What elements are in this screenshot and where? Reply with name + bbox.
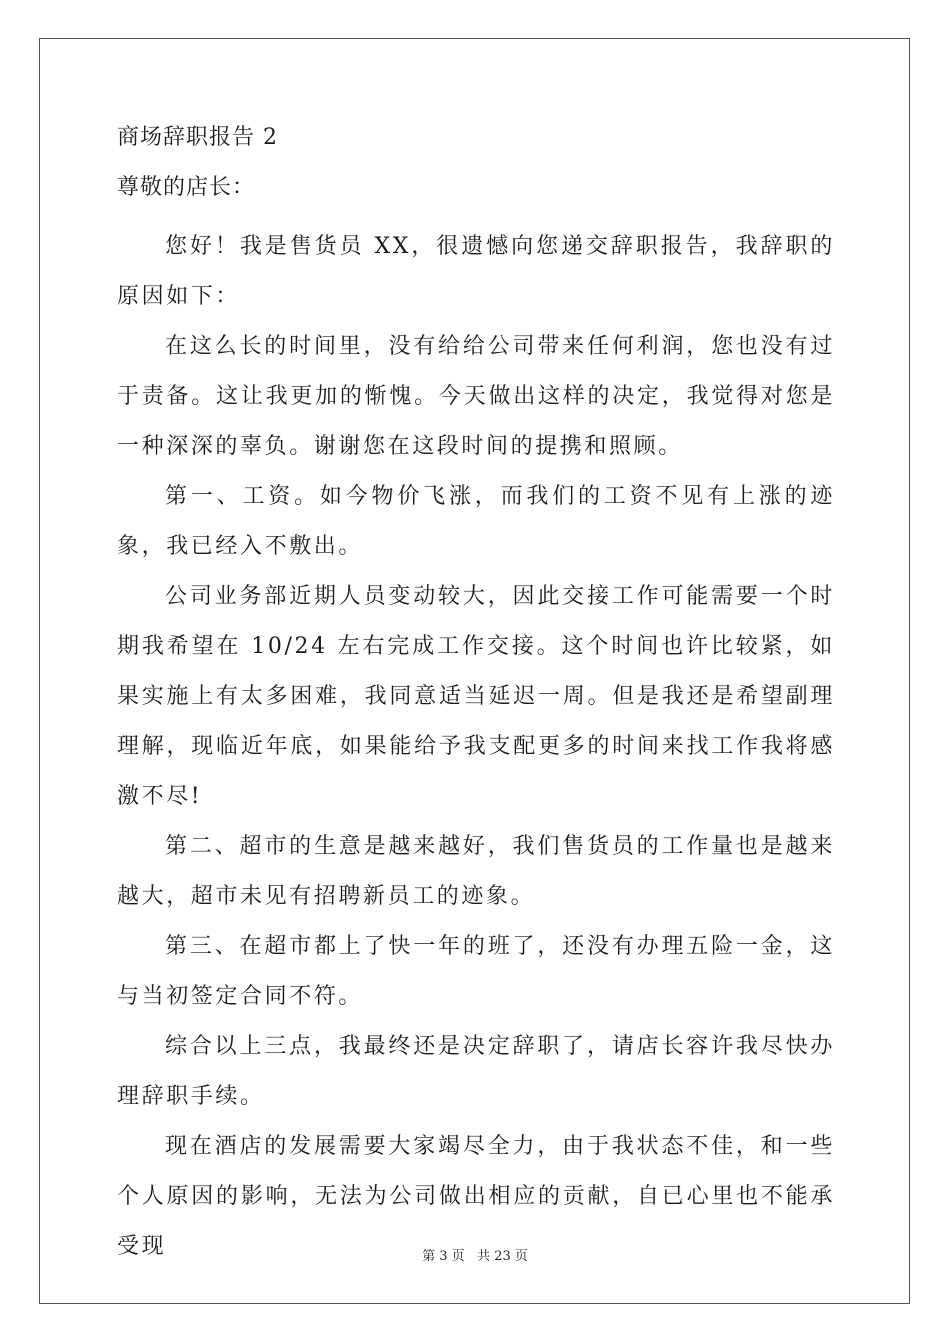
paragraph-1: 您好！我是售货员 XX，很遗憾向您递交辞职报告，我辞职的原因如下：: [117, 234, 835, 309]
page-number: 第 3 页: [422, 1249, 465, 1264]
paragraph-4: 公司业务部近期人员变动较大，因此交接工作可能需要一个时期我希望在 10/24 左右完成工作交接。这个时间也许比较紧，如果实施上有太多困难，我同意适当延迟一周。但是我还是希望副理理解，现临近年底，如果能给予我支配更多的时间来找工作我将感激不尽!: [117, 584, 835, 809]
salutation: 尊敬的店长：: [117, 175, 256, 200]
paragraph-6: 第三、在超市都上了快一年的班了，还没有办理五险一金，这与当初签定合同不符。: [117, 934, 835, 1009]
page-footer: [0, 1245, 950, 1264]
paragraph-5: 第二、超市的生意是越来越好，我们售货员的工作量也是越来越大，超市未见有招聘新员工的迹象。: [117, 834, 835, 909]
page-total: 共 23 页: [477, 1249, 528, 1264]
document-body: [117, 122, 835, 1272]
paragraph-3: 第一、工资。如今物价飞涨，而我们的工资不见有上涨的迹象，我已经入不敷出。: [117, 484, 835, 559]
paragraph-2: 在这么长的时间里，没有给给公司带来任何利润，您也没有过于责备。这让我更加的惭愧。今天做出这样的决定，我觉得对您是一种深深的辜负。谢谢您在这段时间的提携和照顾。: [117, 334, 835, 459]
document-title: 商场辞职报告 2: [117, 125, 278, 150]
paragraph-7: 综合以上三点，我最终还是决定辞职了，请店长容许我尽快办理辞职手续。: [117, 1034, 835, 1109]
paragraph-8: 现在酒店的发展需要大家竭尽全力，由于我状态不佳，和一些个人原因的影响，无法为公司做出相应的贡献，自已心里也不能承受现: [117, 1134, 835, 1259]
